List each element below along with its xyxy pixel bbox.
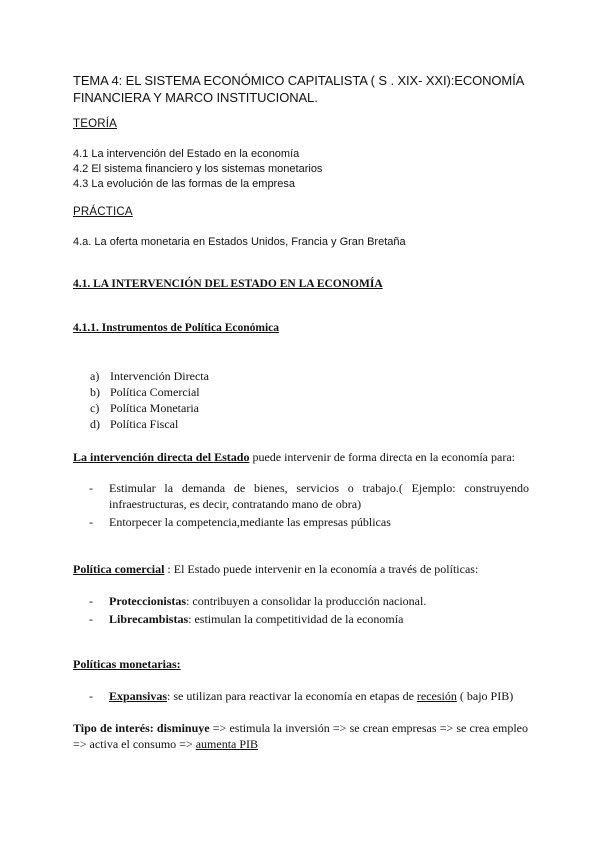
- section-41-heading: 4.1. LA INTERVENCIÓN DEL ESTADO EN LA ECONOMÍA: [73, 278, 383, 290]
- practica-item: 4.a. La oferta monetaria en Estados Unidos, Francia y Gran Bretaña: [73, 236, 406, 248]
- term-disminuye: disminuye: [153, 721, 210, 735]
- bullet-text: : estimulan la competitividad de la economía: [188, 612, 404, 626]
- list-item-label: Política Comercial: [110, 385, 200, 399]
- term-recesion: recesión: [416, 689, 457, 703]
- teoria-list: [73, 147, 322, 192]
- politicas-monetarias-heading: Políticas monetarias:: [73, 657, 181, 671]
- practica-heading: PRÁCTICA: [73, 206, 133, 218]
- dash-marker: -: [89, 481, 93, 495]
- list-marker: c): [90, 401, 100, 415]
- teoria-item: 4.2 El sistema financiero y los sistemas monetarios: [73, 163, 323, 175]
- dash-marker: -: [89, 594, 93, 608]
- dash-marker: -: [89, 612, 93, 626]
- bullet-text: Entorpecer la competencia,mediante las empresas públicas: [109, 515, 391, 529]
- term-proteccionistas: Proteccionistas: [109, 594, 187, 608]
- bullet-item: [89, 611, 529, 627]
- tipo-interes-paragraph: [73, 720, 528, 752]
- intervencion-directa-bullets: [89, 480, 529, 532]
- teoria-item: 4.3 La evolución de las formas de la empresa: [73, 178, 295, 190]
- list-marker: b): [90, 385, 100, 399]
- bullet-text: : contribuyen a consolidar la producción nacional.: [186, 594, 427, 608]
- bullet-item: [89, 480, 529, 512]
- politicas-monetarias-bullets: [89, 688, 529, 706]
- bullet-text: Estimular la demanda de bienes, servicios o trabajo.( Ejemplo: construyendo infraestructuras, es decir, contratando mano de obra): [109, 481, 529, 511]
- list-item-label: Intervención Directa: [110, 369, 209, 383]
- bullet-item: [89, 514, 529, 530]
- list-item-label: Política Fiscal: [110, 417, 179, 431]
- term-intervencion-directa: La intervención directa del Estado: [73, 450, 250, 464]
- intervencion-directa-paragraph: [73, 449, 528, 465]
- teoria-heading: TEORÍA: [73, 118, 118, 130]
- page-title: TEMA 4: EL SISTEMA ECONÓMICO CAPITALISTA ( S . XIX- XXI):ECONOMÍA FINANCIERA Y MARCO INSTITUCIONAL.: [73, 73, 524, 105]
- politica-comercial-paragraph: [73, 561, 528, 577]
- bullet-item: [89, 688, 529, 704]
- section-411-heading: 4.1.1. Instrumentos de Política Económica: [73, 322, 280, 334]
- list-item: [90, 368, 209, 384]
- paragraph-text: : El Estado puede intervenir en la economía a través de políticas:: [164, 562, 479, 576]
- dash-marker: -: [89, 515, 93, 529]
- list-marker: a): [90, 369, 100, 383]
- bullet-text: ( bajo PIB): [456, 689, 514, 703]
- list-item: [90, 416, 209, 432]
- list-item: [90, 400, 209, 416]
- bullet-item: [89, 593, 529, 609]
- term-aumenta-pib: aumenta PIB: [195, 737, 259, 751]
- bullet-text: : se utilizan para reactivar la economía en etapas de: [167, 689, 417, 703]
- list-item: [90, 384, 209, 400]
- list-marker: d): [90, 417, 100, 431]
- instruments-list: [90, 368, 209, 432]
- practica-list: [73, 235, 406, 250]
- paragraph-text: puede intervenir de forma directa en la economía para:: [249, 450, 515, 464]
- term-expansivas: Expansivas: [109, 689, 168, 703]
- term-librecambistas: Librecambistas: [109, 612, 189, 626]
- list-item-label: Política Monetaria: [110, 401, 199, 415]
- term-tipo-interes: Tipo de interés:: [73, 721, 154, 735]
- dash-marker: -: [89, 689, 93, 703]
- term-politica-comercial: Política comercial: [73, 562, 165, 576]
- teoria-item: 4.1 La intervención del Estado en la economía: [73, 148, 300, 160]
- paragraph-text: => estimula la inversión => se crean empresas => se crea empleo => activa el consumo =>: [73, 721, 528, 751]
- politica-comercial-bullets: [89, 593, 529, 629]
